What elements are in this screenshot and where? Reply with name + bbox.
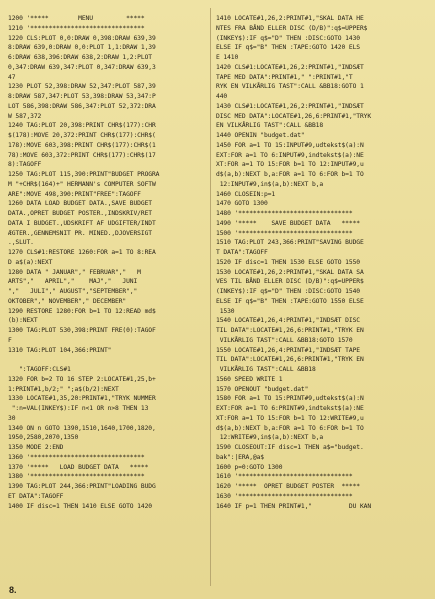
code-line: 1420 CLS#1:LOCATE#1,26,2:PRINT#1,"INDSÆT [216,63,364,71]
code-line: 1:PRINT#1,b/2;" ";a$(b/2):NEXT [8,385,119,393]
code-line: ":n=VAL(INKEY$):IF n<1 OR n>8 THEN 13 [8,405,149,412]
code-line: TIL DATA":LOCATE#1,26,6:PRINT#1,"TRYK EN [216,356,364,364]
code-line: 1490 '***** SAVE BUDGET DATA ***** [216,219,360,227]
code-line: 1530 [216,307,235,315]
code-line: d$(a,b):NEXT b,a:FOR a=1 TO 6:FOR b=1 TO [216,424,364,432]
code-line: 440 [216,93,228,100]
code-line: 1470 GOTO 1300 [216,200,268,208]
code-line: 1340 ON n GOTO 1390,1510,1640,1700,1820, [8,424,156,432]
code-line: (b):NEXT [8,317,38,325]
column-divider [210,8,211,586]
left-code-column [8,14,206,511]
code-line: 1520 IF disc=1 THEN 1530 ELSE GOTO 1550 [216,258,360,266]
code-line: ELSE IF q$="B" THEN :TAPE:GOTO 1420 ELS [216,44,360,52]
code-line: 30 [8,414,16,422]
code-line: D a$(a):NEXT [8,258,53,266]
code-line: "," JULI"," AUGUST","SEPTEMBER"," [8,288,138,295]
code-line: ARTS"," APRIL"," MAJ"," JUNI [8,278,138,286]
code-line: 1560 SPEED WRITE 1 [216,375,283,383]
code-line [8,355,206,365]
code-line: 1320 FOR b=2 TO 16 STEP 2:LOCATE#1,25,b+ [8,375,156,383]
code-line: ÆGTER.,GENNEMSNIT PR. MINED.,DJOVERSIGT [8,229,152,237]
code-line: 1950,2580,2070,1350 [8,434,79,442]
code-line: 1480 '******************************* [216,210,353,217]
code-line: 78):MOVE 603,372:PRINT CHR$(177):CHR$(17 [8,151,156,159]
code-line: 6:DRAW 638,396:DRAW 638,2:DRAW 1,2:PLOT [8,54,152,61]
code-line: DATA.,OPRET BUDGET POSTER.,INDSKRIV/RET [8,210,152,217]
code-line: 1280 DATA " JANUAR"," FEBRUAR"," M [8,268,141,276]
code-line: 47 [8,73,16,81]
code-line: EXT:FOR a=1 TO 6:INPUT#9,indtekst$(a):NE [216,151,364,159]
code-line: 1270 CLS#1:RESTORE 1260:FOR a=1 TO 8:REA [8,249,156,256]
code-line: 1380 '******************************* [8,473,145,481]
code-line: 1290 RESTORE 1280:FOR b=1 TO 12:READ md$ [8,307,156,315]
code-line: 1370 '***** LOAD BUDGET DATA ***** [8,463,149,471]
code-line: 1640 IF p=1 THEN PRINT#1," DU KAN [216,502,372,510]
code-line: 1200 '***** MENU ***** [8,15,145,22]
code-line: RYK EN VILKÅRLIG TAST":CALL &BB18:GOTO 1 [216,83,364,91]
code-line: ARE":MOVE 498,390:PRINT"FREE":TAGOFF [8,190,141,198]
code-line: OKTOBER"," NOVEMBER"," DECEMBER" [8,297,127,305]
code-line: d$(a,b):NEXT b,a:FOR a=1 TO 6:FOR b=1 TO [216,171,364,178]
code-line: VILKÅRLIG TAST":CALL &BB18:GOTO 1570 [216,336,353,344]
code-line: DISC MED DATA":LOCATE#1,26,6:PRINT#1,"TRYK [216,112,372,120]
code-line: 1570 OPENOUT "budget.dat" [216,385,309,393]
code-line: 1500 '******************************* [216,229,353,237]
code-line: M "+CHR$(164)+" HERMANN's COMPUTER SOFTW [8,180,156,188]
code-line: DATA I BUDGET.,UDSKRIFT AF UDGIFTER/INDT [8,219,156,227]
code-line: 1360 '******************************* [8,453,145,461]
code-line: F [8,336,12,344]
code-line: 1310 TAG:PLOT 104,366:PRINT" [8,346,112,354]
code-line: T DATA":TAGOFF [216,249,268,256]
code-line: TAPE MED DATA":PRINT#1," ":PRINT#1,"T [216,73,353,81]
code-line: .,SLUT. [8,239,34,247]
code-line: XT:FOR a=1 TO 15:FOR b=1 TO 12:WRITE#9,u [216,414,364,422]
code-line: 1620 '***** OPRET BUDGET POSTER ***** [216,483,360,490]
code-line: 1600 p=0:GOTO 1300 [216,463,283,471]
code-line: 1250 TAG:PLOT 115,390:PRINT"BUDGET PROGRA [8,171,160,178]
code-line: 178):MOVE 603,398:PRINT CHR$(177):CHR$(1 [8,141,156,149]
code-line: 1240 TAG:PLOT 20,398:PRINT CHR$(177):CHR [8,122,156,130]
code-line: 1210 '******************************* [8,24,145,32]
code-line: 12:WRITE#9,in$(a,b):NEXT b,a [216,434,324,442]
code-line: (INKEY$):IF q$="D" THEN :DISC:GOTO 1430 [216,34,360,42]
code-line: 1410 LOCATE#1,26,2:PRINT#1,"SKAL DATA HE [216,15,364,22]
code-line: 1350 MODE 2:END [8,444,64,451]
code-line: bak":|ERA,@a$ [216,453,264,461]
code-line: VILKÅRLIG TAST":CALL &BB18 [216,366,316,373]
code-line: ":TAGOFF:CLS#1 [8,366,71,373]
code-line: LOT 586,398:DRAW 586,347:PLOT 52,372:DRA [8,102,156,110]
code-line: XT:FOR a=1 TO 15:FOR b=1 TO 12:INPUT#9,u [216,161,364,169]
code-line: 1400 IF disc=1 THEN 1410 ELSE GOTO 1420 [8,502,152,510]
code-line: 1450 FOR a=1 TO 15:INPUT#9,udtekst$(a):N [216,141,364,149]
code-line: $(178):MOVE 20,372:PRINT CHR$(177):CHR$( [8,132,156,139]
code-line: 8):TAGOFF [8,161,42,169]
code-line: 1540 LOCATE#1,26,4:PRINT#1,"INDSÆT DISC [216,317,360,325]
code-line: ET DATA":TAGOFF [8,492,64,500]
code-line: ELSE IF q$="B" THEN :TAPE:GOTO 1550 ELSE [216,297,364,305]
code-line: 12:INPUT#9,in$(a,b):NEXT b,a [216,180,324,188]
code-line: EXT:FOR a=1 TO 6:PRINT#9,indtekst$(a):NE [216,405,364,412]
code-line: 1220 CLS:PLOT 0,0:DRAW 0,398:DRAW 639,39 [8,34,156,42]
code-line: 1430 CLS#1:LOCATE#1,26,2:PRINT#1,"INDSÆT [216,102,364,110]
code-line: NTES FRA BÅND ELLER DISC (D/B)":q$=UPPER$ [216,24,368,32]
code-line: 8:DRAW 639,0:DRAW 0,0:PLOT 1,1:DRAW 1,39 [8,44,156,52]
code-line: TIL DATA":LOCATE#1,26,6:PRINT#1,"TRYK EN [216,327,364,334]
code-line: 1460 CLOSEIN:p=1 [216,190,276,198]
code-line: 1590 CLOSEOUT:IF disc=1 THEN a$="budget. [216,444,364,451]
page-number: 8. [9,585,17,595]
code-line: VES TIL BÅND ELLER DISC (D/B)":q$=UPPER$ [216,278,364,286]
code-line: (INKEY$):IF q$="D" THEN :DISC:GOTO 1540 [216,288,360,295]
code-line: E 1410 [216,54,239,61]
code-line: 1440 OPENIN "budget.dat" [216,132,305,139]
code-line: 1260 DATA LOAD BUDGET DATA.,SAVE BUDGET [8,200,152,208]
code-line: 1630 '******************************* [216,492,353,500]
code-line: W 587,372 [8,112,42,120]
code-line: 1610 '******************************* [216,473,353,481]
code-line: 1510 TAG:PLOT 243,366:PRINT"SAVING BUDGE [216,239,364,247]
code-line: 1300 TAG:PLOT 530,398:PRINT FRE(0):TAGOF [8,327,156,334]
code-line: 1550 LOCATE#1,26,4:PRINT#1,"INDSÆT TAPE [216,346,360,354]
code-line: EN VILKÅRLIG TAST":CALL &BB18 [216,122,324,130]
code-line: 1330 LOCATE#1,35,20:PRINT#1,"TRYK NUMMER [8,395,156,403]
code-line: 1390 TAG:PLOT 244,366:PRINT"LOADING BUDG [8,483,156,490]
code-line: 1580 FOR a=1 TO 15:PRINT#9,udtekst$(a):N [216,395,364,403]
code-line: 1530 LOCATE#1,26,2:PRINT#1,"SKAL DATA SA [216,268,364,276]
right-code-column [216,14,414,511]
code-line: 0,347:DRAW 639,347:PLOT 0,347:DRAW 639,3 [8,63,156,71]
code-line: 1230 PLOT 52,398:DRAW 52,347:PLOT 587,39 [8,83,156,91]
code-line: 8:DRAW 587,347:PLOT 53,398:DRAW 53,347:P [8,93,156,100]
